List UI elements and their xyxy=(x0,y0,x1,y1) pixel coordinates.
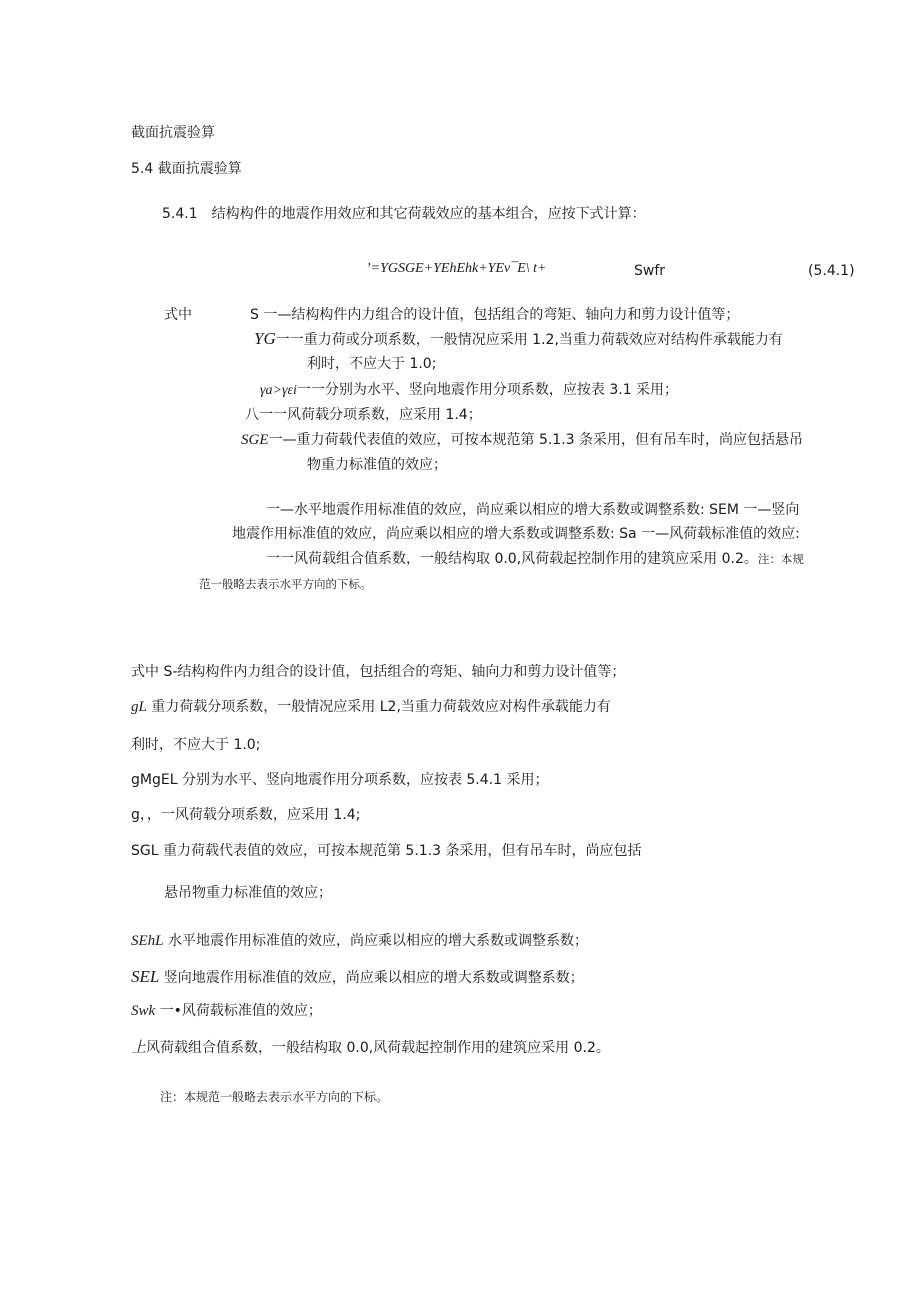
footnote: 注：本规范一般略去表示水平方向的下标。 xyxy=(160,1090,389,1104)
symbol-gl: gL xyxy=(131,699,147,715)
second-line-1: 式中 S-结构构件内力组合的设计值，包括组合的弯矩、轴向力和剪力设计值等； xyxy=(131,664,626,680)
where-line-10-note: 注：本规 xyxy=(757,552,804,566)
second-line-3: 利时，不应大于 1.0; xyxy=(131,737,261,753)
where-line-6-text: 一—重力荷载代表值的效应，可按本规范第 5.1.3 条采用，但有吊车时，尚应包括悬吊 xyxy=(268,432,804,448)
second-line-11-text: 风荷载组合值系数，一般结构取 0.0,风荷载起控制作用的建筑应采用 0.2。 xyxy=(146,1040,610,1056)
formula-tail: Swfr xyxy=(634,263,666,279)
symbol-gamma: γa>γεi xyxy=(260,383,297,398)
where-line-1: S 一—结构构件内力组合的设计值，包括组合的弯矩、轴向力和剪力设计值等； xyxy=(250,307,740,323)
where-label: 式中 xyxy=(164,307,192,323)
where-line-3: 利时，不应大于 1.0; xyxy=(307,356,437,372)
second-line-2 xyxy=(131,700,611,715)
doc-title: 截面抗震验算 xyxy=(131,125,215,141)
where-line-7: 物重力标准值的效应； xyxy=(307,457,447,473)
symbol-sehl: SEhL xyxy=(131,933,164,949)
where-line-11: 范一般略去表示水平方向的下标。 xyxy=(199,577,372,591)
formula-expression: ’=YGSGE+YEhEhk+YEv¯E\ t+ xyxy=(366,261,547,276)
symbol-yg: YG xyxy=(254,329,276,348)
formula-number: (5.4.1) xyxy=(808,263,855,279)
second-line-2-text: 重力荷载分项系数，一般情况应采用 L2,当重力荷载效应对构件承载能力有 xyxy=(151,699,611,715)
symbol-swk: Swk xyxy=(131,1003,156,1019)
where-line-9: 地震作用标准值的效应，尚应乘以相应的增大系数或调整系数: Sa 一—风荷载标准值的效应: xyxy=(232,526,800,542)
second-line-7: 悬吊物重力标准值的效应； xyxy=(164,885,332,901)
second-line-11 xyxy=(131,1041,610,1056)
second-line-10-text: 一•风荷载标准值的效应； xyxy=(159,1003,322,1019)
where-line-4-text: 一一分别为水平、竖向地震作用分项系数，应按表 3.1 采用； xyxy=(296,382,679,398)
where-line-10 xyxy=(266,552,804,566)
symbol-sel: SEL xyxy=(131,967,160,986)
where-line-6 xyxy=(241,433,803,448)
second-line-9 xyxy=(131,968,584,985)
where-line-5: 八一一风荷载分项系数，应采用 1.4； xyxy=(245,407,482,423)
second-line-8 xyxy=(131,934,588,949)
symbol-psi: 上 xyxy=(131,1040,147,1056)
second-line-8-text: 水平地震作用标准值的效应，尚应乘以相应的增大系数或调整系数； xyxy=(167,933,588,949)
clause-text: 5.4.1 结构构件的地震作用效应和其它荷载效应的基本组合，应按下式计算： xyxy=(162,206,646,222)
where-line-2-text: 一一重力荷或分项系数，一般情况应采用 1.2,当重力荷载效应对结构件承载能力有 xyxy=(275,332,783,348)
second-line-5: g，，一风荷载分项系数，应采用 1.4; xyxy=(131,807,361,823)
where-line-4 xyxy=(260,383,678,398)
symbol-sge: SGE xyxy=(241,432,269,448)
second-line-10 xyxy=(131,1004,322,1019)
section-heading: 5.4 截面抗震验算 xyxy=(131,161,242,177)
where-line-2 xyxy=(254,330,783,347)
second-line-9-text: 竖向地震作用标准值的效应，尚应乘以相应的增大系数或调整系数； xyxy=(163,970,584,986)
second-line-4: gMgEL 分别为水平、竖向地震作用分项系数，应按表 5.4.1 采用； xyxy=(131,772,549,788)
where-line-8: 一—水平地震作用标准值的效应，尚应乘以相应的增大系数或调整系数: SEM 一—竖向 xyxy=(266,502,800,518)
second-line-6: SGL 重力荷载代表值的效应，可按本规范第 5.1.3 条采用，但有吊车时，尚应包括 xyxy=(131,843,642,859)
where-line-10-text: 一一风荷载组合值系数，一般结构取 0.0,风荷载起控制作用的建筑应采用 0.2。 xyxy=(266,551,758,567)
